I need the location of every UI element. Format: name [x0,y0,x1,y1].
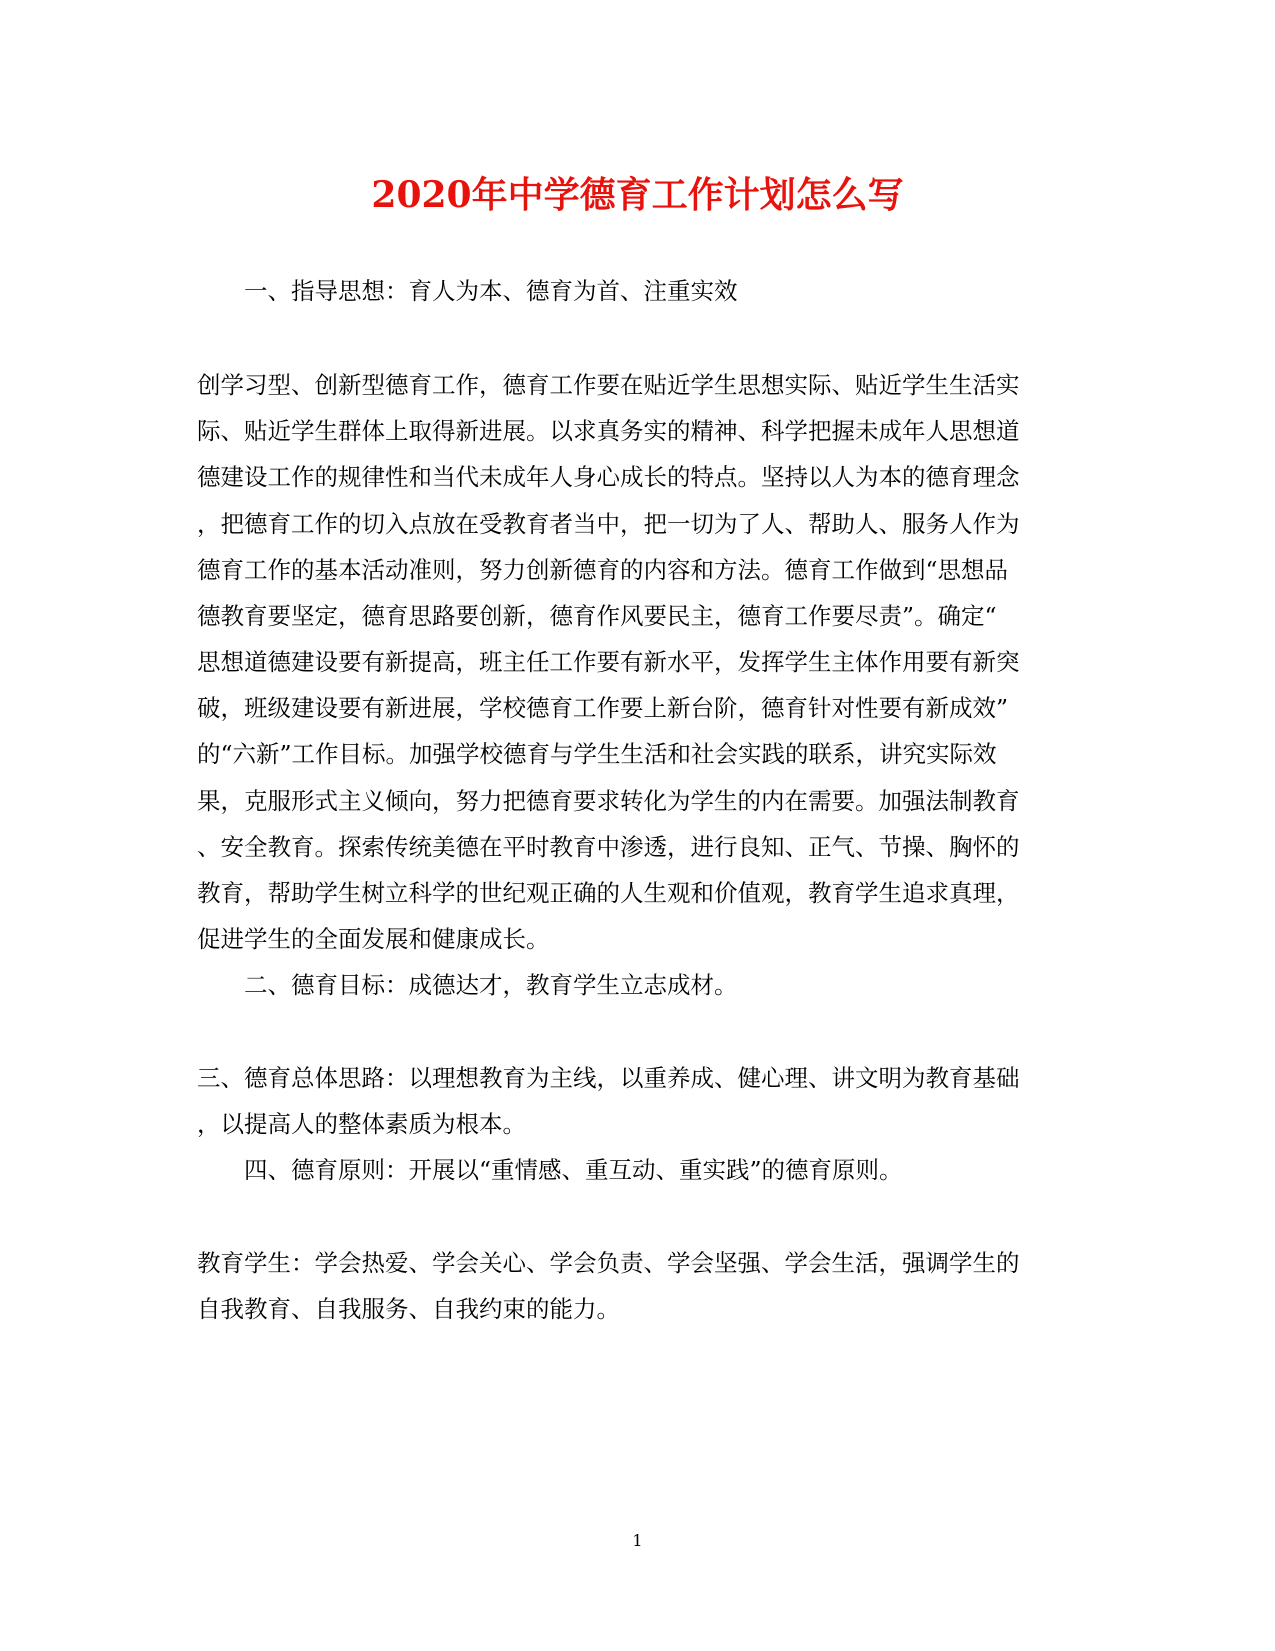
paragraph-line: ，以提高人的整体素质为根本。 [197,1110,526,1138]
section-heading-1: 一、指导思想：育人为本、德育为首、注重实效 [244,277,738,305]
paragraph-line: 德建设工作的规律性和当代未成年人身心成长的特点。坚持以人为本的德育理念 [197,463,1020,491]
paragraph-line: 创学习型、创新型德育工作，德育工作要在贴近学生思想实际、贴近学生生活实 [197,371,1020,399]
section-heading-4: 四、德育原则：开展以“重情感、重互动、重实践”的德育原则。 [244,1156,903,1184]
paragraph-line: 自我教育、自我服务、自我约束的能力。 [197,1295,620,1323]
paragraph-line: 教育，帮助学生树立科学的世纪观正确的人生观和价值观，教育学生追求真理， [197,879,1020,907]
paragraph-line: ，把德育工作的切入点放在受教育者当中，把一切为了人、帮助人、服务人作为 [197,510,1020,538]
paragraph-line: 果，克服形式主义倾向，努力把德育要求转化为学生的内在需要。加强法制教育 [197,787,1020,815]
paragraph-line: 德育工作的基本活动准则，努力创新德育的内容和方法。德育工作做到“思想品 [197,556,1009,584]
document-title: 2020年中学德育工作计划怎么写 [371,174,904,216]
paragraph-line: 德教育要坚定，德育思路要创新，德育作风要民主，德育工作要尽责”。确定“ [197,602,997,630]
page-number: 1 [632,1531,643,1550]
section-heading-3: 三、德育总体思路：以理想教育为主线，以重养成、健心理、讲文明为教育基础 [197,1064,1020,1092]
paragraph-line: 促进学生的全面发展和健康成长。 [197,925,550,953]
section-heading-2: 二、德育目标：成德达才，教育学生立志成材。 [244,971,738,999]
paragraph-line: 教育学生：学会热爱、学会关心、学会负责、学会坚强、学会生活，强调学生的 [197,1249,1020,1277]
paragraph-line: 破，班级建设要有新进展，学校德育工作要上新台阶，德育针对性要有新成效” [197,694,1009,722]
paragraph-line: 际、贴近学生群体上取得新进展。以求真务实的精神、科学把握未成年人思想道 [197,417,1020,445]
paragraph-line: 思想道德建设要有新提高，班主任工作要有新水平，发挥学生主体作用要有新突 [197,648,1020,676]
paragraph-line: 的“六新”工作目标。加强学校德育与学生生活和社会实践的联系，讲究实际效 [197,740,997,768]
paragraph-line: 、安全教育。探索传统美德在平时教育中渗透，进行良知、正气、节操、胸怀的 [197,833,1020,861]
